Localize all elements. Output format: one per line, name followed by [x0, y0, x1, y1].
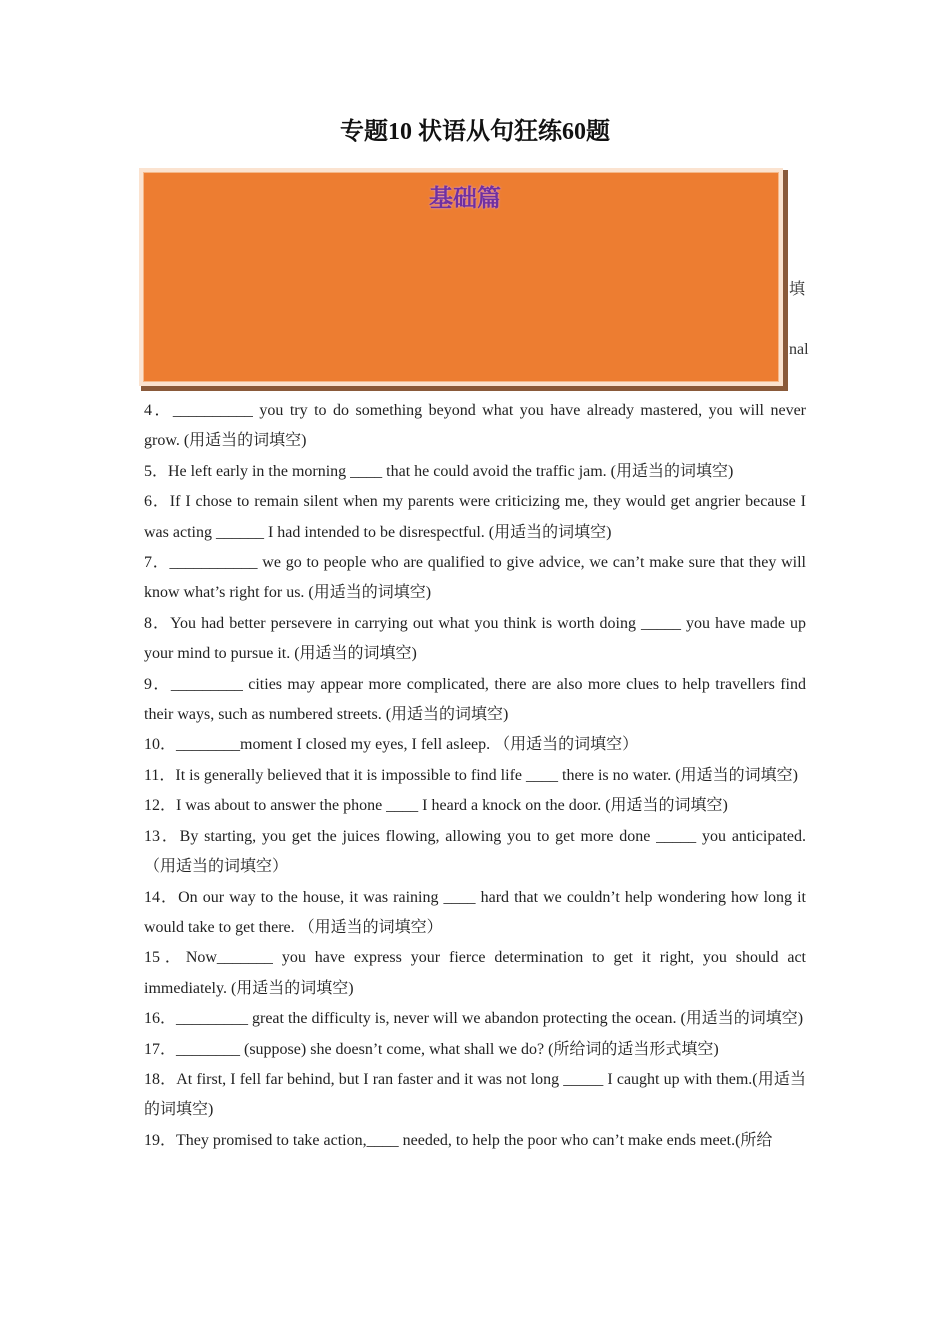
- question-9: 9．_________ cities may appear more complicated, there are also more clues to help travellers find their ways, such as numbered streets. (用适当的词填空): [144, 675, 806, 724]
- section-banner: [139, 168, 783, 386]
- question-6: 6．If I chose to remain silent when my parents were criticizing me, they would get angrier because I was acting ______ I had intended to be disrespectful. (用适当的词填空): [144, 493, 806, 541]
- question-10: 10．________moment I closed my eyes, I fell asleep. （用适当的词填空）: [144, 736, 639, 754]
- question-12: 12．I was about to answer the phone ____ I heard a knock on the door. (用适当的词填空): [144, 797, 728, 815]
- question-14: 14．On our way to the house, it was raining ____ hard that we couldn’t help wondering how long it would take to get there. （用适当的词填空）: [144, 888, 806, 936]
- question-13: 13．By starting, you get the juices flowing, allowing you to get more done _____ you anticipated.（用适当的词填空）: [144, 827, 806, 876]
- question-list: [144, 396, 806, 1156]
- obscured-edge-text: 填: [789, 281, 806, 298]
- obscured-edge-text: nal: [789, 341, 809, 358]
- question-4: 4．__________ you try to do something beyond what you have already mastered, you will never grow. (用适当的词填空): [144, 402, 806, 450]
- question-15: 15．Now_______ you have express your fierce determination to get it right, you should act immediately. (用适当的词填空): [144, 949, 807, 997]
- question-19: 19．They promised to take action,____ needed, to help the poor who can’t make ends meet.(所给: [144, 1131, 773, 1149]
- question-7: 7．___________ we go to people who are qualified to give advice, we can’t make sure that they will know what’s right for us. (用适当的词填空): [144, 554, 806, 602]
- question-17: 17．________ (suppose) she doesn’t come, what shall we do? (所给词的适当形式填空): [144, 1040, 719, 1058]
- question-5: 5．He left early in the morning ____ that he could avoid the traffic jam. (用适当的词填空): [144, 462, 734, 480]
- question-11: 11．It is generally believed that it is impossible to find life ____ there is no water. (用适当的词填空): [144, 766, 798, 784]
- question-16: 16．_________ great the difficulty is, never will we abandon protecting the ocean. (用适当的词填空): [144, 1010, 804, 1028]
- question-18: 18．At first, I fell far behind, but I ran faster and it was not long _____ I caught up with them.(用适当的词填空): [144, 1070, 806, 1119]
- page-title: 专题10 状语从句狂练60题: [340, 119, 610, 145]
- section-title: 基础篇: [429, 183, 501, 212]
- question-8: 8．You had better persevere in carrying out what you think is worth doing _____ you have made up your mind to pursue it. (用适当的词填空): [144, 614, 806, 663]
